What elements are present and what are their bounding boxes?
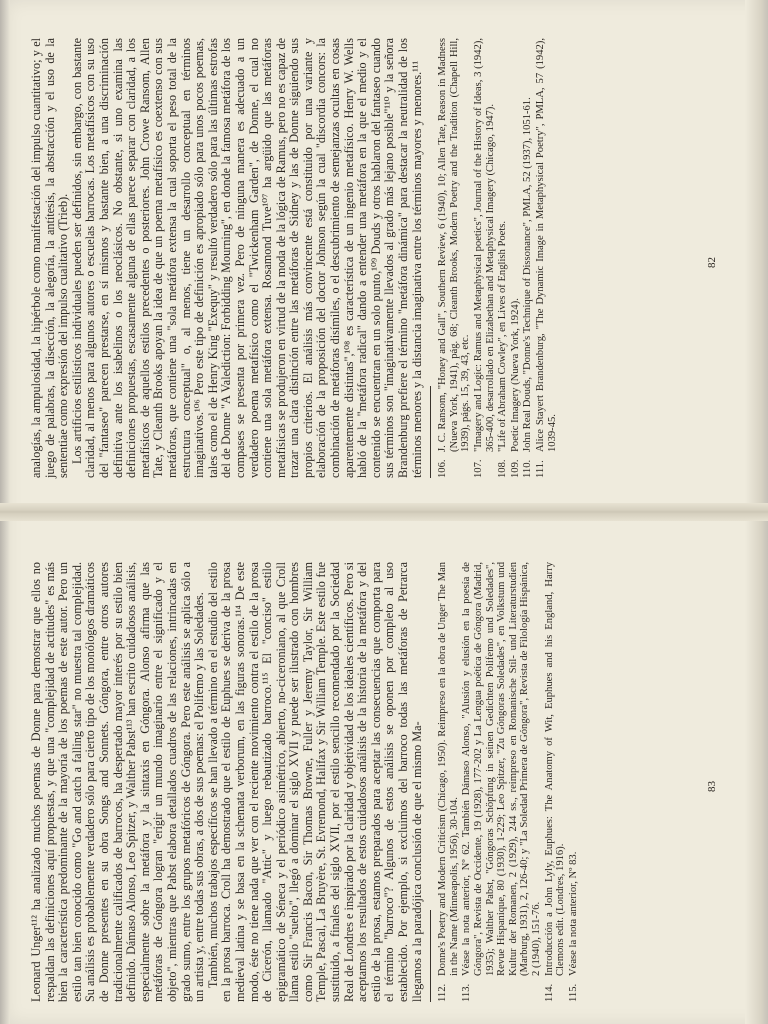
footnote-text: Donne's Poetry and Modern Criticism (Chicago, 1950). Reimpreso en la obra de Unger The Man in the Name (Minneapolis, 1956), 30-104. (437, 562, 460, 976)
footnote-text: John Real Douds, "Donne's Technique of Dissonance", PMLA, 52 (1937), 1051-61. (522, 97, 534, 452)
footnote (568, 562, 580, 1002)
page-number: 82 (706, 257, 718, 268)
page-number: 83 (706, 781, 718, 792)
footnote-text: Alice Stayert Brandenburg, "The Dynamic Image in Metaphysical Poetry", PMLA, 57 (1942), 1039-45. (534, 38, 558, 452)
footnote-text: "Life of Abraham Cowley", en Lives of English Poets. (497, 220, 509, 452)
footnote-text: Poetic Imagery (Nueva York, 1924). (509, 298, 521, 452)
footnote-number: 109. (509, 459, 521, 478)
footnotes (437, 562, 579, 1002)
paragraph: También, muchos trabajos específicos se han llevado a término en el estudio del estilo en la prosa barroca. Croll ha demostrado que el estilo de Euphues se deriva de la prosa medieval latina y se basa en la schemata verborum, en las figuras sonoras.¹¹⁴ De este modo, éste no tiene nada que ver con el reciente movimiento contra el estilo de la prosa de Cicerón, llamado "Attic" y luego rebautizado barroco.¹¹⁵ El "conciso" estilo epigramático de Séneca y el periódico asimétrico, abierto, no-ciceroniano, al que Croll llama estilo "suelto", llegó a dominar el siglo XVII y puede ser ilustrado con hombres como Sir Francis Bacon, Sir Thomas Browne, Fuller y Jeremy Taylor, Sir William Temple, Pascal, La Bruyère, St. Evremond, Halifax y Sir William Temple. Este estilo fue sustituido, a finales del siglo XVII, por el estilo sencillo recomendado por la Sociedad Real de Londres e inspirado por la claridad y objetividad de los ideales científicos. Pero si aceptamos los resultados de estos cuidadosos análisis de la historia de la metáfora y del estilo de la prosa, estamos preparados para aceptar las consecuencias que comporta para el término "barroco"? Algunos de estos análisis se oponen por completo al uso establecido. Por ejemplo, si excluimos del barroco todas las metáforas de Petrarca llegamos a la paradójica conclusión de que el mismo Ma- (205, 562, 424, 1002)
footnote-text: Introducción a John Lyly, Euphues: The Anatomy of Wit, Euphues and his England, Harry Clemons edit. (Londres, 1916). (543, 562, 567, 976)
book-gutter (0, 503, 768, 521)
footnotes (437, 38, 558, 478)
footnote-number: 112. (437, 983, 449, 1002)
page-83 (30, 562, 720, 1002)
footnote (461, 562, 542, 1002)
page-82 (30, 38, 720, 478)
footnote-number: 111. (534, 460, 546, 478)
footnote-rule (430, 910, 431, 1002)
footnote-text: Véase la nota anterior, Nº 62. También Dámaso Alonso, "Alusión y elusión en la poesía de Góngora", Revista de Occidente, 19 (1928), 177-202 y La Lengua poética de Góngora (Madrid, 1935); Walther Pabst, "Góngoras Schöpfung in seinen Gedichten Polifemo und Soledades", Revue Hispanique, 80 (1930), 1-229; Leo Spitzer, "Zu Góngoras Soledades", en Volkstum und Kultur der Romanen, 2 (1929), 244 ss., reimpreso en Romanische Stil- und Literaturstudien (Marburg, 1931), 2, 126-40; y "La Soledad Primera de Góngora", Revista de Filología Hispánica, 2 (1940), 151-76. (461, 562, 542, 976)
footnote-text: J. C. Ransom, "Honey and Gall", Southern Review, 6 (1940), 10; Allen Tate, Reason in Madness (Nueva York, 1941), pág. 68; Cleanth Brooks, Modern Poetry and the Tradition (Chapell Hill, 1939), págs. 15, 39, 43, etc. (437, 38, 472, 452)
paragraph: analogías, la ampulosidad, la hipérbole como manifestación del impulso cuantitativo; y el juego de palabras, la disección, la alegoría, la antítesis, la abstracción y el uso de la sententiae como expresión del impulso cualitativo (Trieb). (29, 38, 71, 478)
footnote (522, 38, 534, 478)
footnote-number: 114. (543, 983, 555, 1002)
footnote (544, 562, 567, 1002)
footnote (473, 38, 496, 478)
footnote-text: "Imagery and Logic: Ramus and Metaphysical poetics", Journal of the History of Ideas, 3 (1942), 365-400, desarrollado en Elizabethan and Metaphysical Imagery (Chicago, 1947). (473, 38, 496, 452)
footnote-number: 107. (473, 459, 484, 478)
footnote (510, 38, 522, 478)
footnote (497, 38, 509, 478)
paragraph: Leonard Unger¹¹² ha analizado muchos poemas de Donne para demostrar que ellos no respaldan las definiciones aquí propuestas, y que una "complejidad de actitudes" es más bien la característica predominante de la mayoría de los poemas de este autor. Pero un estilo tan bien conocido como "Go and catch a falling star" no muestra tal complejidad. Su análisis es probablemente verdadero sólo para cierto tipo de los monólogos dramáticos de Donne presentes en su obra Songs and Sonnets. Góngora, entre otros autores tradicionalmente calificados de barrocos, ha despertado mayor interés por su estilo bien definido. Dámaso Alonso, Leo Spitzer, y Walther Pabst¹¹³ han escrito cuidadosos análisis, especialmente sobre la metáfora y la sintaxis en Góngora. Alonso afirma que las metáforas de Góngora logran "erigir un mundo imaginario entre el significado y el objeto", mientras que Pabst elabora detallados cuadros de las relaciones, intrincadas en grado sumo, entre los grupos metafóricos de Góngora. Pero este análisis se aplica sólo a un artista y, entre todas sus obras, a dos de sus poemas: el Polifemo y las Soledades. (29, 562, 207, 1002)
footnote (535, 38, 558, 478)
footnote-number: 108. (497, 459, 509, 478)
footnote (437, 38, 472, 478)
page-82-text (30, 38, 559, 478)
footnote (437, 562, 460, 1002)
footnote-text: Véase la nota anterior, Nº 83. (567, 851, 579, 976)
paragraph: Los artificios estilísticos individuales pueden ser definidos, sin embargo, con bastante claridad, al menos para algunos autores o escuelas barrocas. Los metafísicos con su uso del "fantaseo" parecen prestarse, en sí mismos y bastante bien, a una discriminación definitiva ante los isabelinos o los neoclásicos. No obstante, si uno examina las definiciones propuestas, escasamente alguna de ellas parece separar con claridad, a los metafísicos de aquellos estilos precedentes o posteriores. John Crowe Ransom, Allen Tate, y Cleanth Brooks apoyan la idea de que un poema metafísico es coextenso con sus metáforas, que contiene una "sola metáfora extensa la cual soporta el peso total de la estructura conceptual" o, al menos, tiene un desarrollo conceptual en términos imaginativos.¹⁰⁶ Pero este tipo de definición es apropiado sólo para unos pocos poemas, tales como el de Henry King "Exequy" y resultó verdadero sólo para las últimas estrofas del de Donne "A Valediction: Forbidding Mourning", en donde la famosa metáfora de los compases se presenta por primera vez. Pero de ninguna manera es adecuado a un verdadero poema metafísico como el "Twickenham Garden", de Donne, el cual no contiene una sola metáfora extensa. Rosamond Tuve¹⁰⁷ ha argüido que las metáforas metafísicas se produjeron en virtud de la moda de la lógica de Ramus, pero no es capaz de trazar una clara distinción entre las metáforas de Sidney y las de Donne siguiendo sus propios criterios. El análisis más convincente está constituido por una variante y elaboración de la proposición del doctor Johnson según la cual "discordia concors: la combinación de metáforas disímiles, o el descubrimiento de semejanzas ocultas en cosas aparentemente distintas",¹⁰⁸ es característica de un ingenio metafísico. Henry W. Wells habló de la "metáfora radical" dando a entender una metáfora en la que el medio y el contenido se encuentran en un solo punto,¹⁰⁹ Douds y otros hablaron del fantaseo cuando sus términos son "imaginativamente llevados al grado más lejano posible"¹¹⁰ y la señora Brandenburg prefiere el término "metáfora dinámica" para destacar la neutralidad de los términos menores y la distancia imaginativa entre los términos mayores y menores.¹¹¹ (69, 38, 424, 478)
footnote-number: 113. (461, 983, 473, 1002)
footnote-number: 115. (567, 983, 579, 1002)
footnote-number: 106. (437, 459, 449, 478)
footnote-rule (430, 386, 431, 478)
footnote-number: 110. (522, 459, 534, 478)
page-83-text (30, 562, 580, 1002)
